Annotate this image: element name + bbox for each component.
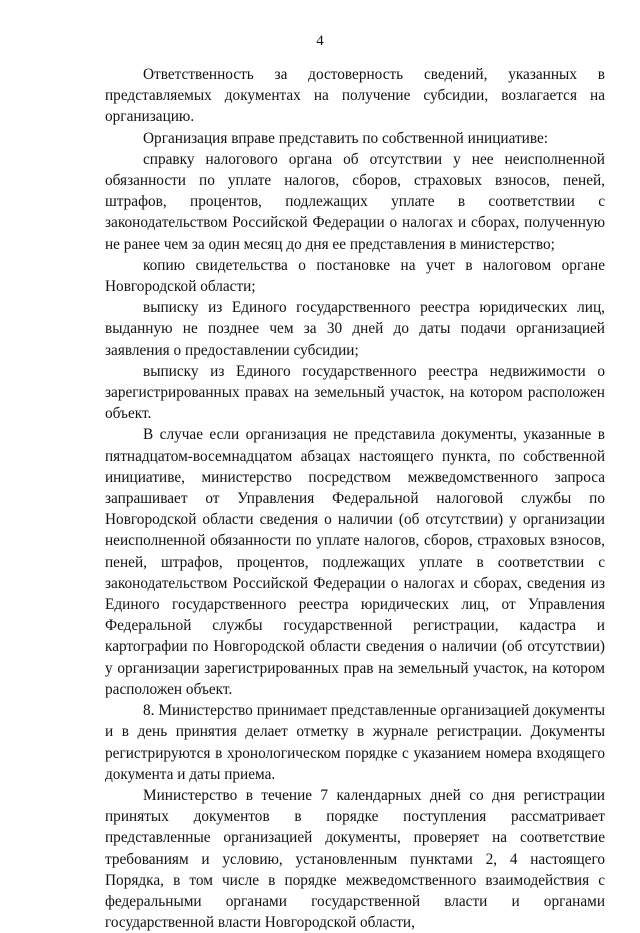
paragraph-responsibility: Ответственность за достоверность сведений, указанных в представляемых документах на получение субсидии, возлагается на организацию. bbox=[105, 66, 605, 126]
paragraph-tax-certificate: справку налогового органа об отсутствии у нее неисполненной обязанности по уплате налогов, сборов, страховых взносов, пеней, штрафов, процентов, подлежащих уплате в соответствии с законодательством Российской Федерации о налогах и сборах, полученную не ранее чем за один месяц до дня ее представления в министерство; bbox=[105, 150, 605, 253]
paragraph-egrn-extract: выписку из Единого государственного реестра недвижимости о зарегистрированных правах на земельный участок, на котором расположен объект. bbox=[105, 362, 605, 423]
document-body bbox=[105, 64, 605, 933]
paragraph-egrul-extract: выписку из Единого государственного реестра юридических лиц, выданную не позднее чем за 30 дней до даты подачи организацией заявления о предоставлении субсидии; bbox=[105, 299, 605, 359]
paragraph-review-period: Министерство в течение 7 календарных дней со дня регистрации принятых документов в порядке поступления рассматривает представленные организацией документы, проверяет на соответствие требованиям и условию, установленным пунктами 2, 4 настоящего Порядка, в том числе в порядке межведомственного взаимодействия с федеральными органами государственной власти и органами государственной власти Новгородской области, bbox=[105, 786, 605, 932]
paragraph-section-8: 8. Министерство принимает представленные организацией документы и в день принятия делает отметку в журнале регистрации. Документы регистрируются в хронологическом порядке с указанием номера входящего документа и даты приема. bbox=[105, 702, 605, 783]
paragraph-registration-copy: копию свидетельства о постановке на учет в налоговом органе Новгородской области; bbox=[105, 256, 605, 296]
paragraph-optional-documents-intro: Организация вправе представить по собственной инициативе: bbox=[143, 129, 549, 147]
paragraph-interagency-request: В случае если организация не представила документы, указанные в пятнадцатом-восемнадцатом абзацах настоящего пункта, по собственной инициативе, министерство посредством межведомственного запроса запрашивает от Управления Федеральной налоговой службы по Новгородской области сведения о наличии (об отсутствии) у организации неисполненной обязанности по уплате налогов, сборов, страховых взносов, пеней, штрафов, процентов, подлежащих уплате в соответствии с законодательством Российской Федерации о налогах и сборах, сведения из Единого государственного реестра юридических лиц, от Управления Федеральной службы государственной регистрации, кадастра и картографии по Новгородской области сведения о наличии (об отсутствии) у организации зарегистрированных прав на земельный участок, на котором расположен объект. bbox=[105, 426, 605, 698]
page-number: 4 bbox=[316, 33, 324, 49]
